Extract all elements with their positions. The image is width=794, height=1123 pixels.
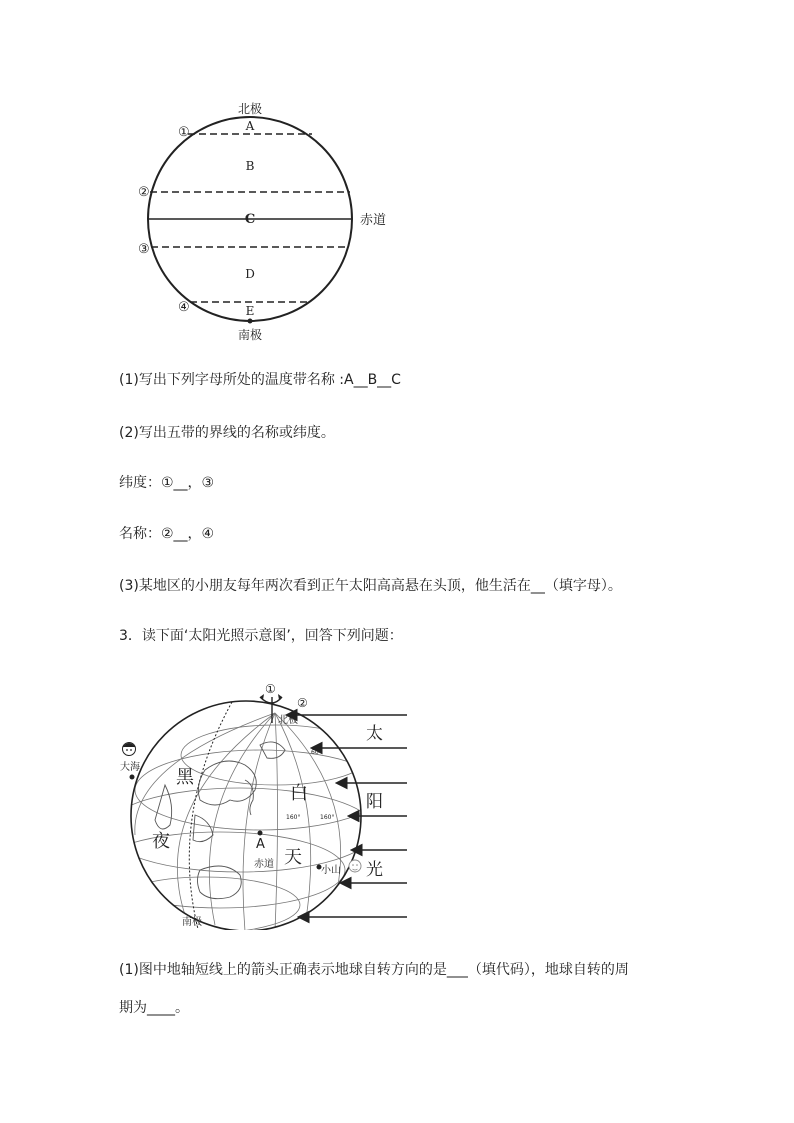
person-face-icon bbox=[349, 860, 361, 872]
sea-point bbox=[130, 775, 135, 780]
south-pole-label: 南极 bbox=[237, 328, 263, 342]
south-pole-label: 南极 bbox=[182, 917, 202, 928]
north-pole-label: 北极 bbox=[278, 715, 298, 726]
equator-label: 赤道 bbox=[254, 859, 274, 870]
longitude-label-1: 160° bbox=[286, 814, 301, 821]
longitude-label-2: 160° bbox=[320, 814, 335, 821]
question-3-part-1: (1)图中地轴短线上的箭头正确表示地球自转方向的是___（填代码），地球自转的周 bbox=[119, 962, 629, 978]
night-char-1: 黑 bbox=[176, 767, 194, 788]
globe-grid bbox=[110, 701, 385, 930]
night-char-2: 夜 bbox=[152, 831, 170, 852]
marker-4: ④ bbox=[178, 300, 190, 315]
sun-char-1: 太 bbox=[366, 724, 383, 744]
name-line: 名称：②__，④ bbox=[119, 526, 215, 542]
person-face-icon bbox=[123, 743, 136, 756]
south-pole-dot bbox=[248, 319, 253, 324]
latitude-line: 纬度：①__，③ bbox=[119, 475, 215, 491]
day-char-2: 天 bbox=[284, 847, 302, 868]
sun-char-3: 光 bbox=[366, 860, 383, 880]
hill-label: 小山 bbox=[321, 865, 341, 876]
zone-a-label: A bbox=[245, 119, 255, 133]
sea-label: 大海 bbox=[120, 762, 140, 773]
marker-3: ③ bbox=[138, 242, 150, 257]
sunlight-diagram bbox=[110, 675, 420, 930]
question-part-3: (3)某地区的小朋友每年两次看到正午太阳高高悬在头顶，他生活在__（填字母）。 bbox=[119, 578, 622, 594]
latitude-label: 60° bbox=[311, 749, 322, 756]
question-3-title: 3．读下面‘太阳光照示意图’，回答下列问题： bbox=[119, 628, 403, 644]
equator-label: 赤道 bbox=[360, 213, 387, 228]
zone-b-label: B bbox=[245, 159, 255, 173]
temperature-zones-diagram bbox=[120, 95, 400, 350]
question-part-1: (1)写出下列字母所处的温度带名称 :A__B__C bbox=[119, 372, 401, 388]
marker-1: ① bbox=[178, 125, 190, 140]
day-char-1: 白 bbox=[290, 783, 308, 804]
rotation-label-2: ② bbox=[297, 696, 308, 710]
sun-char-2: 阳 bbox=[366, 792, 383, 812]
question-part-2: (2)写出五带的界线的名称或纬度。 bbox=[119, 425, 335, 441]
question-3-part-1-continued: 期为____。 bbox=[119, 1000, 189, 1016]
point-a-dot bbox=[258, 831, 263, 836]
zone-c-label: C bbox=[244, 212, 256, 227]
north-pole-label: 北极 bbox=[237, 102, 263, 116]
zone-e-label: E bbox=[245, 304, 255, 318]
marker-2: ② bbox=[138, 185, 150, 200]
zone-d-label: D bbox=[245, 267, 255, 281]
point-a-label: A bbox=[256, 837, 265, 852]
rotation-label-1: ① bbox=[265, 682, 276, 696]
